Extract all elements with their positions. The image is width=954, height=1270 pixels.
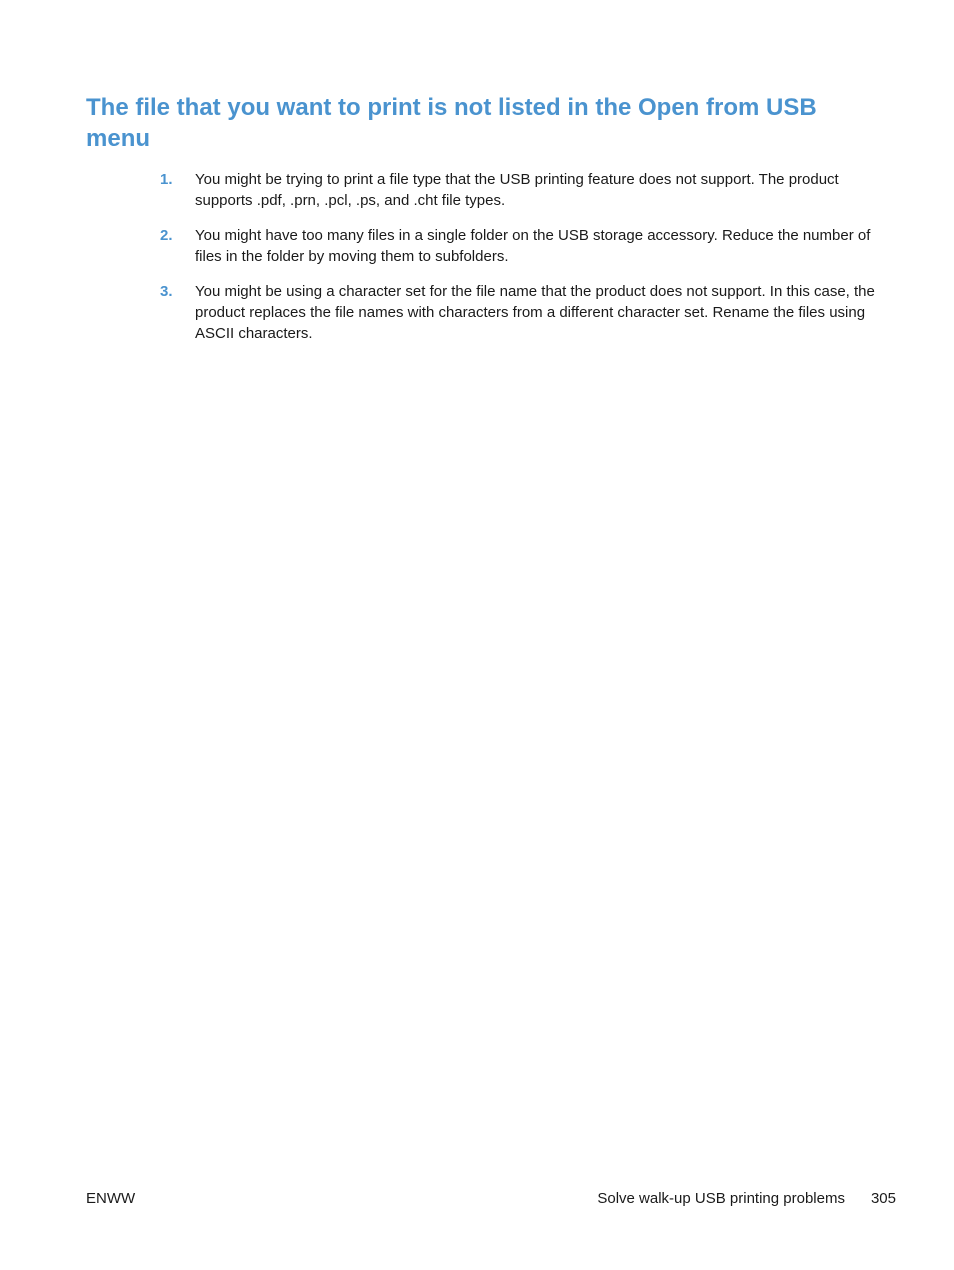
step-number: 3. xyxy=(160,283,173,300)
step-number: 2. xyxy=(160,227,173,244)
steps-list xyxy=(160,169,890,358)
step-text: You might have too many files in a single folder on the USB storage accessory. Reduce the number of files in the folder by moving them to subfolders. xyxy=(195,227,871,265)
footer-right xyxy=(597,1188,896,1209)
list-item xyxy=(160,281,890,344)
page-number: 305 xyxy=(870,1190,896,1207)
step-text: You might be using a character set for the file name that the product does not support. In this case, the product replaces the file names with characters from a different character set. Rename the files using ASCII characters. xyxy=(195,283,875,342)
section-heading: The file that you want to print is not listed in the Open from USB menu xyxy=(86,94,817,152)
footer-section-title: Solve walk-up USB printing problems xyxy=(597,1190,845,1207)
footer-doc-code: ENWW xyxy=(86,1190,136,1207)
list-item xyxy=(160,169,890,211)
step-text: You might be trying to print a file type that the USB printing feature does not support. The product supports .pdf, .prn, .pcl, .ps, and .cht file types. xyxy=(195,171,839,209)
list-item xyxy=(160,225,890,267)
step-number: 1. xyxy=(160,171,173,188)
